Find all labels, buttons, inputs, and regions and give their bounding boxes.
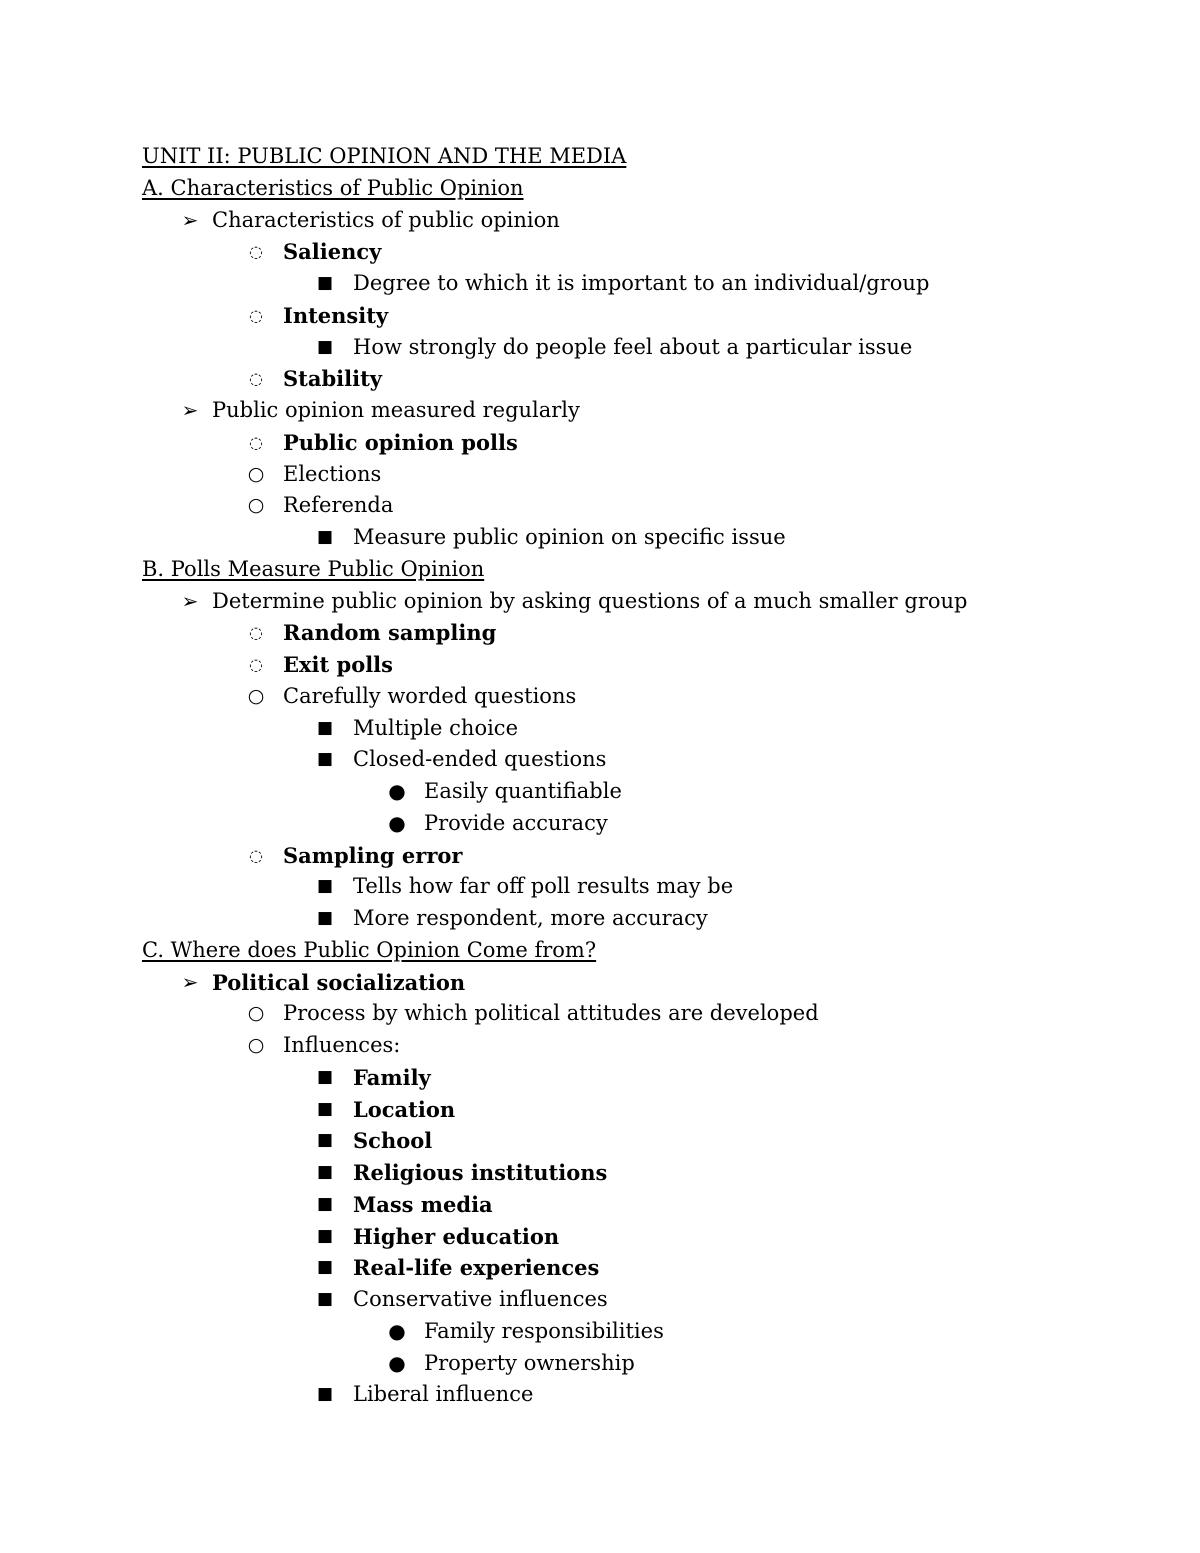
- square-bullet-icon: ■: [316, 1066, 334, 1087]
- dotted-circle-bullet-icon: ◌: [249, 432, 263, 452]
- arrow-bullet-icon: ➢: [181, 207, 199, 232]
- list-item: ◌ Saliency: [142, 236, 1102, 268]
- square-bullet-icon: ■: [316, 1098, 334, 1119]
- list-item: ● Easily quantifiable: [142, 776, 1102, 808]
- list-item: ○ Referenda: [142, 490, 1102, 522]
- circle-bullet-icon: ○: [247, 494, 265, 517]
- square-bullet-icon: ■: [316, 717, 334, 738]
- list-item: ■ Liberal influence: [142, 1379, 1102, 1411]
- circle-bullet-icon: ○: [247, 462, 265, 485]
- square-bullet-icon: ■: [316, 1193, 334, 1214]
- square-bullet-icon: ■: [316, 908, 334, 928]
- square-bullet-icon: ■: [316, 273, 334, 293]
- list-item: ○ Carefully worded questions: [142, 681, 1102, 713]
- dotted-circle-bullet-icon: ◌: [249, 305, 263, 325]
- square-bullet-icon: ■: [316, 1289, 334, 1309]
- square-bullet-icon: ■: [316, 1130, 334, 1151]
- square-bullet-icon: ■: [316, 1257, 334, 1278]
- list-item: ○ Elections: [142, 459, 1102, 491]
- list-item: ◌ Intensity: [142, 300, 1102, 332]
- list-item: ◌ Sampling error: [142, 840, 1102, 872]
- list-item: ◌ Exit polls: [142, 649, 1102, 681]
- list-item: ➢ Characteristics of public opinion: [142, 205, 1102, 237]
- list-item: ○ Process by which political attitudes are developed: [142, 998, 1102, 1030]
- dot-bullet-icon: ●: [388, 810, 406, 835]
- list-item: ■ School: [142, 1125, 1102, 1157]
- list-item: ■ Family: [142, 1062, 1102, 1094]
- dotted-circle-bullet-icon: ◌: [249, 655, 263, 674]
- list-item: ■ More respondent, more accuracy: [142, 903, 1102, 935]
- list-item: ■ Higher education: [142, 1221, 1102, 1253]
- arrow-bullet-icon: ➢: [181, 969, 199, 994]
- circle-bullet-icon: ○: [247, 684, 265, 707]
- square-bullet-icon: ■: [316, 1384, 334, 1405]
- section-heading-c: C. Where does Public Opinion Come from?: [142, 937, 597, 962]
- square-bullet-icon: ■: [316, 876, 334, 897]
- list-item: ■ Conservative influences: [142, 1284, 1102, 1316]
- arrow-bullet-icon: ➢: [181, 398, 199, 422]
- list-item: ➢ Determine public opinion by asking questions of a much smaller group: [142, 586, 1102, 618]
- list-item: ■ How strongly do people feel about a particular issue: [142, 332, 1102, 364]
- dotted-circle-bullet-icon: ◌: [249, 623, 263, 643]
- document-body: [142, 141, 1102, 1411]
- dot-bullet-icon: ●: [388, 779, 406, 803]
- list-item: ◌ Public opinion polls: [142, 427, 1102, 459]
- dotted-circle-bullet-icon: ◌: [249, 369, 263, 389]
- circle-bullet-icon: ○: [247, 1034, 265, 1056]
- list-item: ■ Closed-ended questions: [142, 744, 1102, 776]
- arrow-bullet-icon: ➢: [181, 588, 199, 613]
- document-title: UNIT II: PUBLIC OPINION AND THE MEDIA: [142, 144, 627, 168]
- section-heading-a: A. Characteristics of Public Opinion: [142, 175, 524, 200]
- list-item: ● Family responsibilities: [142, 1316, 1102, 1348]
- list-item: ● Property ownership: [142, 1348, 1102, 1380]
- circle-bullet-icon: ○: [247, 1002, 265, 1025]
- list-item: ■ Real-life experiences: [142, 1252, 1102, 1284]
- square-bullet-icon: ■: [316, 749, 334, 770]
- list-item: ■ Tells how far off poll results may be: [142, 871, 1102, 903]
- list-item: ➢ Public opinion measured regularly: [142, 395, 1102, 427]
- list-item: ■ Mass media: [142, 1189, 1102, 1221]
- list-item: ● Provide accuracy: [142, 808, 1102, 840]
- list-item: ■ Multiple choice: [142, 713, 1102, 745]
- square-bullet-icon: ■: [316, 336, 334, 357]
- square-bullet-icon: ■: [316, 1162, 334, 1182]
- dotted-circle-bullet-icon: ◌: [249, 845, 263, 865]
- square-bullet-icon: ■: [316, 1225, 334, 1246]
- square-bullet-icon: ■: [316, 527, 334, 547]
- list-item: ■ Religious institutions: [142, 1157, 1102, 1189]
- dot-bullet-icon: ●: [388, 1318, 406, 1343]
- list-item: ■ Location: [142, 1094, 1102, 1126]
- list-item: ○ Influences:: [142, 1030, 1102, 1062]
- list-item: ➢ Political socialization: [142, 967, 1102, 999]
- section-heading-b: B. Polls Measure Public Opinion: [142, 556, 485, 581]
- dot-bullet-icon: ●: [388, 1350, 406, 1375]
- list-item: ■ Degree to which it is important to an individual/group: [142, 268, 1102, 300]
- list-item: ■ Measure public opinion on specific issue: [142, 522, 1102, 554]
- dotted-circle-bullet-icon: ◌: [249, 242, 263, 262]
- list-item: ◌ Random sampling: [142, 617, 1102, 649]
- list-item: ◌ Stability: [142, 363, 1102, 395]
